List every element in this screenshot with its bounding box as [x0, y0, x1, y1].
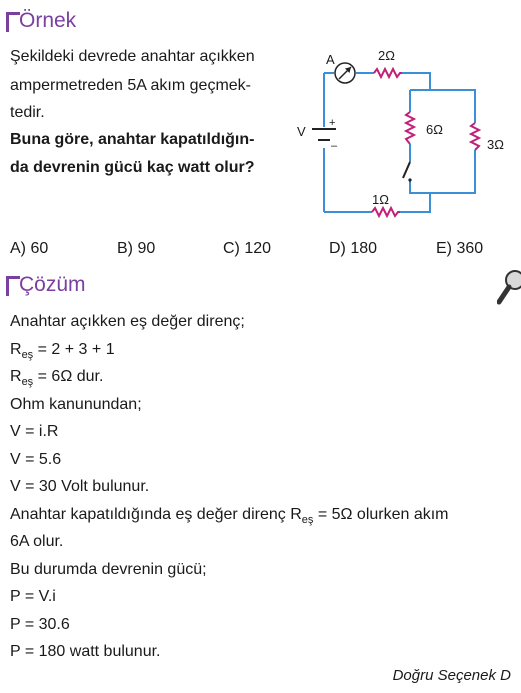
solution-line-3-rest: = 6Ω dur.: [33, 368, 104, 385]
r-subscript: eş: [301, 514, 314, 526]
heading-corner-mark: [6, 12, 20, 32]
question-line-5: da devrenin gücü kaç watt olur?: [10, 159, 255, 176]
resistor-middle-label: 6Ω: [426, 122, 443, 137]
question-line-4: Buna göre, anahtar kapatıldığın-: [10, 131, 255, 148]
solution-line-13: P = 180 watt bulunur.: [10, 643, 161, 660]
resistor-right: [471, 123, 479, 150]
resistor-right-label: 3Ω: [487, 137, 504, 152]
solution-line-1: Anahtar açıkken eş değer direnç;: [10, 313, 245, 330]
solution-line-9: 6A olur.: [10, 533, 64, 550]
option-a[interactable]: A) 60: [10, 240, 49, 257]
voltage-label: V: [297, 124, 306, 139]
solution-line-7: V = 30 Volt bulunur.: [10, 478, 150, 495]
option-d[interactable]: D) 180: [329, 240, 378, 257]
answer-footer: Doğru Seçenek D: [392, 667, 511, 684]
solution-line-11: P = V.i: [10, 588, 56, 605]
heading-corner-mark: [6, 276, 20, 296]
magnifier-icon: [497, 268, 521, 308]
r-subscript: eş: [21, 376, 34, 388]
plus-sign: +: [329, 117, 336, 129]
solution-line-12: P = 30.6: [10, 616, 70, 633]
resistor-middle: [406, 112, 414, 144]
solution-line-6: V = 5.6: [10, 451, 62, 468]
solution-line-8-post: = 5Ω olurken akım: [313, 506, 449, 523]
r-subscript: eş: [21, 349, 34, 361]
solution-line-8-pre: Anahtar kapatıldığında eş değer direnç: [10, 506, 291, 523]
solution-line-4: Ohm kanunundan;: [10, 396, 142, 413]
solution-heading-text: Çözüm: [19, 273, 86, 296]
circuit-diagram: [290, 40, 520, 230]
example-heading-text: Örnek: [19, 9, 77, 32]
question-line-2: ampermetreden 5A akım geçmek-: [10, 77, 251, 94]
r-symbol: R: [10, 341, 22, 358]
solution-line-10: Bu durumda devrenin gücü;: [10, 561, 207, 578]
solution-line-8: [10, 505, 449, 526]
minus-sign: –: [331, 140, 338, 152]
solution-line-2: [10, 340, 115, 361]
question-line-1: Şekildeki devrede anahtar açıkken: [10, 48, 255, 65]
solution-line-3: [10, 367, 103, 388]
solution-line-2-rest: = 2 + 3 + 1: [33, 341, 115, 358]
solution-line-5: V = i.R: [10, 423, 59, 440]
option-c[interactable]: C) 120: [223, 240, 272, 257]
resistor-bottom: [372, 208, 400, 216]
r-symbol: R: [10, 368, 22, 385]
resistor-bottom-label: 1Ω: [372, 192, 389, 207]
ammeter-label: A: [326, 52, 335, 67]
switch-icon: [403, 162, 412, 182]
option-e[interactable]: E) 360: [436, 240, 484, 257]
resistor-top-label: 2Ω: [378, 48, 395, 63]
question-line-3: tedir.: [10, 104, 45, 121]
r-symbol: R: [290, 506, 302, 523]
battery-icon: [312, 129, 336, 140]
option-b[interactable]: B) 90: [117, 240, 156, 257]
resistor-top: [374, 69, 402, 77]
